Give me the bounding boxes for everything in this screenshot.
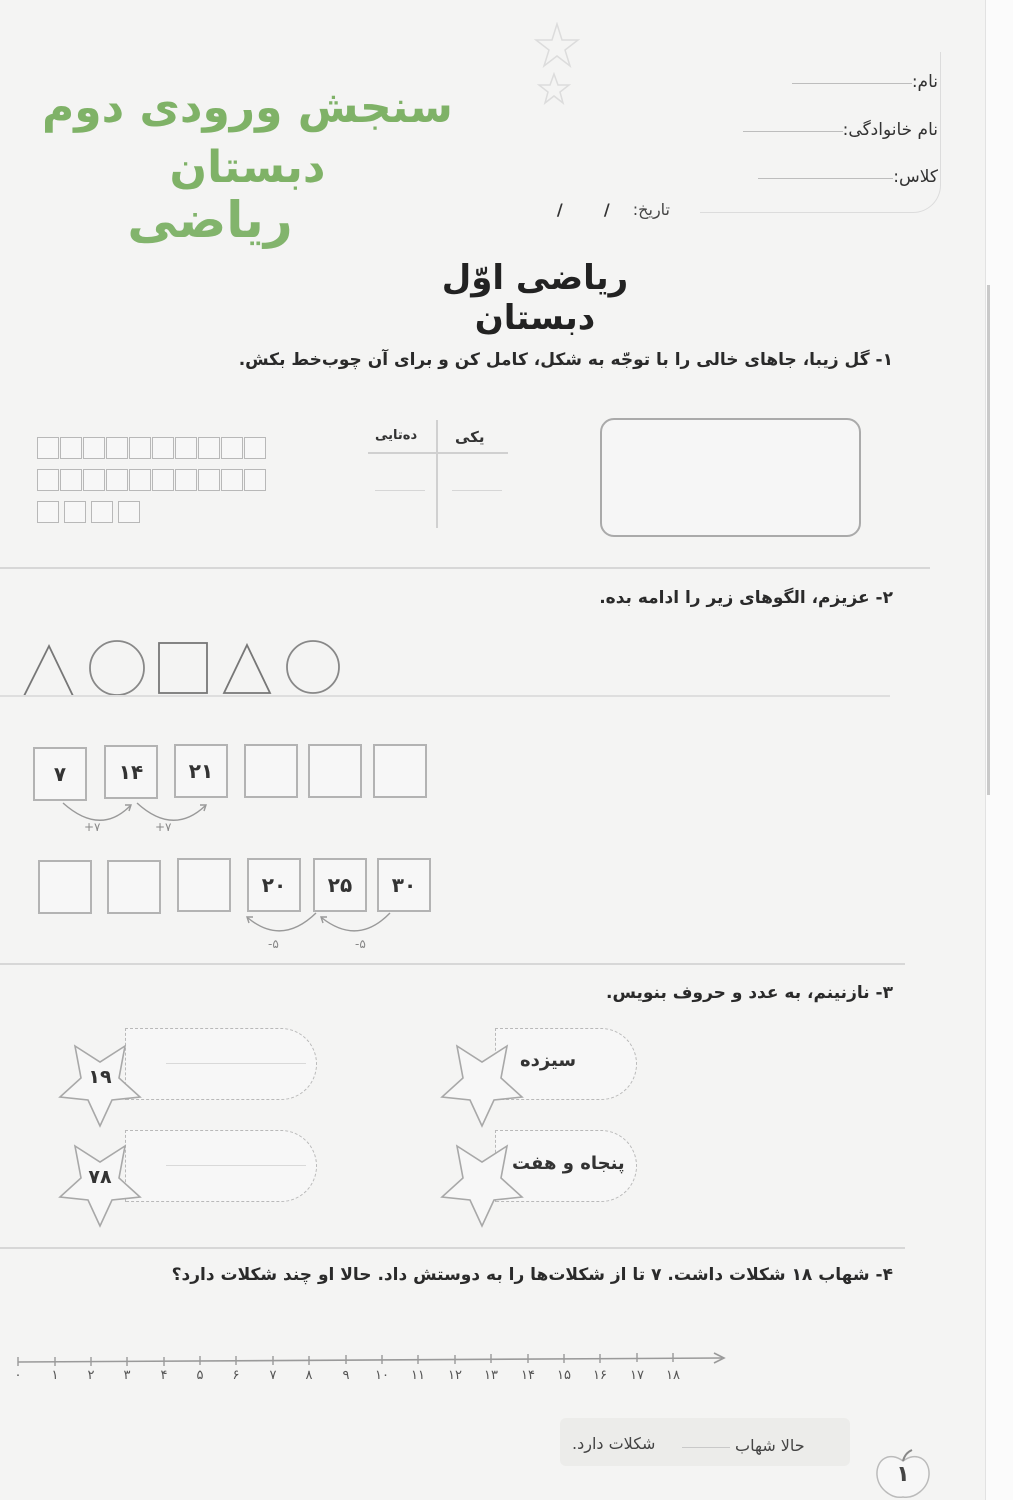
pattern-box: ۳۰ <box>377 858 431 912</box>
circle-shape <box>90 641 144 695</box>
unit-square <box>64 501 86 523</box>
unit-square <box>37 469 59 491</box>
pattern-box: ۱۴ <box>104 745 158 799</box>
unit-square <box>91 501 113 523</box>
pill-word: پنجاه و هفت <box>512 1153 625 1174</box>
plus-step-arrows-icon <box>55 798 215 828</box>
unit-square <box>244 469 266 491</box>
decorative-stars-icon <box>532 22 582 112</box>
book-title: ریاضی اوّل دبستان <box>441 258 629 338</box>
tick-label: ۴ <box>160 1368 168 1383</box>
unit-square <box>221 437 243 459</box>
star-number: ۱۹ <box>88 1066 112 1088</box>
tick-label: ۱ <box>51 1368 59 1383</box>
tick-label: ۹ <box>342 1368 350 1383</box>
step-label: +۷ <box>155 820 172 834</box>
shape-pattern <box>0 630 360 705</box>
writing-line <box>166 1165 306 1166</box>
tick-label: ۲ <box>87 1368 95 1383</box>
star-number: ۷۸ <box>88 1166 112 1188</box>
minus-step-arrows-icon <box>240 910 400 940</box>
square-shape <box>159 643 207 693</box>
number-word-pill[interactable] <box>125 1028 317 1100</box>
pattern-box: ۷ <box>33 747 87 801</box>
step-label: -۵ <box>355 937 366 951</box>
tick-label: ۱۵ <box>557 1368 571 1383</box>
number-word-pill[interactable] <box>125 1130 317 1202</box>
page-spine <box>987 285 990 795</box>
main-title: سنجش ورودی دوم دبستان <box>42 82 453 193</box>
unit-square <box>129 437 151 459</box>
question-2-title: ۲- عزیزم، الگوهای زیر را ادامه بده. <box>599 588 893 608</box>
writing-line <box>166 1063 306 1064</box>
pattern-answer-box[interactable] <box>177 858 231 912</box>
question-4-title: ۴- شهاب ۱۸ شکلات داشت. ۷ تا از شکلات‌ها را به دوستش داد. حالا او چند شکلات دارد؟ <box>171 1265 893 1285</box>
tick-label: ۸ <box>305 1368 313 1383</box>
unit-square <box>37 437 59 459</box>
page-number: ۱ <box>896 1462 910 1487</box>
tick-label: ۱۱ <box>411 1368 425 1383</box>
question-3-title: ۳- نازنینم، به عدد و حروف بنویس. <box>606 983 893 1003</box>
family-name-label: نام خانوادگی: <box>842 120 938 140</box>
tens-answer-blank[interactable] <box>375 490 425 491</box>
answer-blank[interactable] <box>682 1447 730 1448</box>
pattern-answer-box[interactable] <box>373 744 427 798</box>
unit-square <box>83 437 105 459</box>
unit-square <box>60 437 82 459</box>
pattern-answer-box[interactable] <box>308 744 362 798</box>
pattern-answer-box[interactable] <box>244 744 298 798</box>
date-field[interactable] <box>530 200 670 219</box>
unit-square <box>175 469 197 491</box>
answer-prefix: حالا شهاب <box>735 1436 805 1455</box>
star-answer-icon[interactable] <box>440 1140 525 1230</box>
circle-shape <box>287 641 339 693</box>
tally-drawing-box[interactable] <box>600 418 861 537</box>
unit-square <box>175 437 197 459</box>
answer-suffix: شکلات دارد. <box>572 1434 656 1453</box>
tens-header: ده‌تایی <box>375 428 418 443</box>
unit-square <box>60 469 82 491</box>
question-1-title: ۱- گل زیبا، جاهای خالی را با توجّه به شکل، کامل کن و برای آن چوب‌خط بکش. <box>238 350 893 370</box>
name-field[interactable] <box>786 62 938 92</box>
date-separator: / <box>603 200 610 219</box>
triangle-shape <box>224 645 270 693</box>
family-name-input-line[interactable] <box>743 130 843 132</box>
triangle-shape <box>24 646 73 696</box>
section-divider <box>0 1247 905 1249</box>
unit-square <box>221 469 243 491</box>
unit-square <box>198 437 220 459</box>
tick-label: ۰ <box>14 1368 22 1383</box>
shape-row-baseline <box>0 695 890 697</box>
unit-square <box>129 469 151 491</box>
subject-title: ریاضی <box>127 191 293 249</box>
ones-header: یکی <box>455 428 485 446</box>
tick-label: ۱۲ <box>448 1368 462 1383</box>
tick-label: ۱۷ <box>630 1368 644 1383</box>
family-name-field[interactable] <box>737 110 938 140</box>
date-label: تاریخ: <box>632 200 670 219</box>
date-separator: / <box>556 200 563 219</box>
number-line <box>10 1350 740 1370</box>
class-field[interactable] <box>752 157 938 187</box>
tick-label: ۱۸ <box>666 1368 680 1383</box>
tick-label: ۱۶ <box>593 1368 607 1383</box>
class-input-line[interactable] <box>758 177 893 179</box>
unit-square <box>152 437 174 459</box>
table-horizontal-rule <box>368 452 508 454</box>
pill-word: سیزده <box>520 1050 577 1071</box>
unit-square <box>106 437 128 459</box>
tick-label: ۵ <box>196 1368 204 1383</box>
unit-square <box>37 501 59 523</box>
tick-label: ۷ <box>269 1368 277 1383</box>
pattern-answer-box[interactable] <box>38 860 92 914</box>
unit-square <box>152 469 174 491</box>
section-divider <box>0 963 905 965</box>
name-input-line[interactable] <box>792 82 912 84</box>
unit-square <box>244 437 266 459</box>
unit-square <box>83 469 105 491</box>
unit-square <box>118 501 140 523</box>
class-label: کلاس: <box>893 167 938 187</box>
pattern-box: ۲۵ <box>313 858 367 912</box>
unit-square <box>198 469 220 491</box>
tick-label: ۳ <box>123 1368 131 1383</box>
tick-label: ۶ <box>232 1368 240 1383</box>
pattern-box: ۲۰ <box>247 858 301 912</box>
tick-label: ۱۳ <box>484 1368 498 1383</box>
step-label: +۷ <box>84 820 101 834</box>
pattern-answer-box[interactable] <box>107 860 161 914</box>
unit-square <box>106 469 128 491</box>
section-divider <box>0 567 930 569</box>
tick-label: ۱۰ <box>375 1368 389 1383</box>
ones-answer-blank[interactable] <box>452 490 502 491</box>
step-label: -۵ <box>268 937 279 951</box>
tick-label: ۱۴ <box>521 1368 535 1383</box>
pattern-box: ۲۱ <box>174 744 228 798</box>
star-answer-icon[interactable] <box>440 1040 525 1130</box>
name-label: نام: <box>911 72 938 92</box>
table-vertical-rule <box>436 420 438 528</box>
